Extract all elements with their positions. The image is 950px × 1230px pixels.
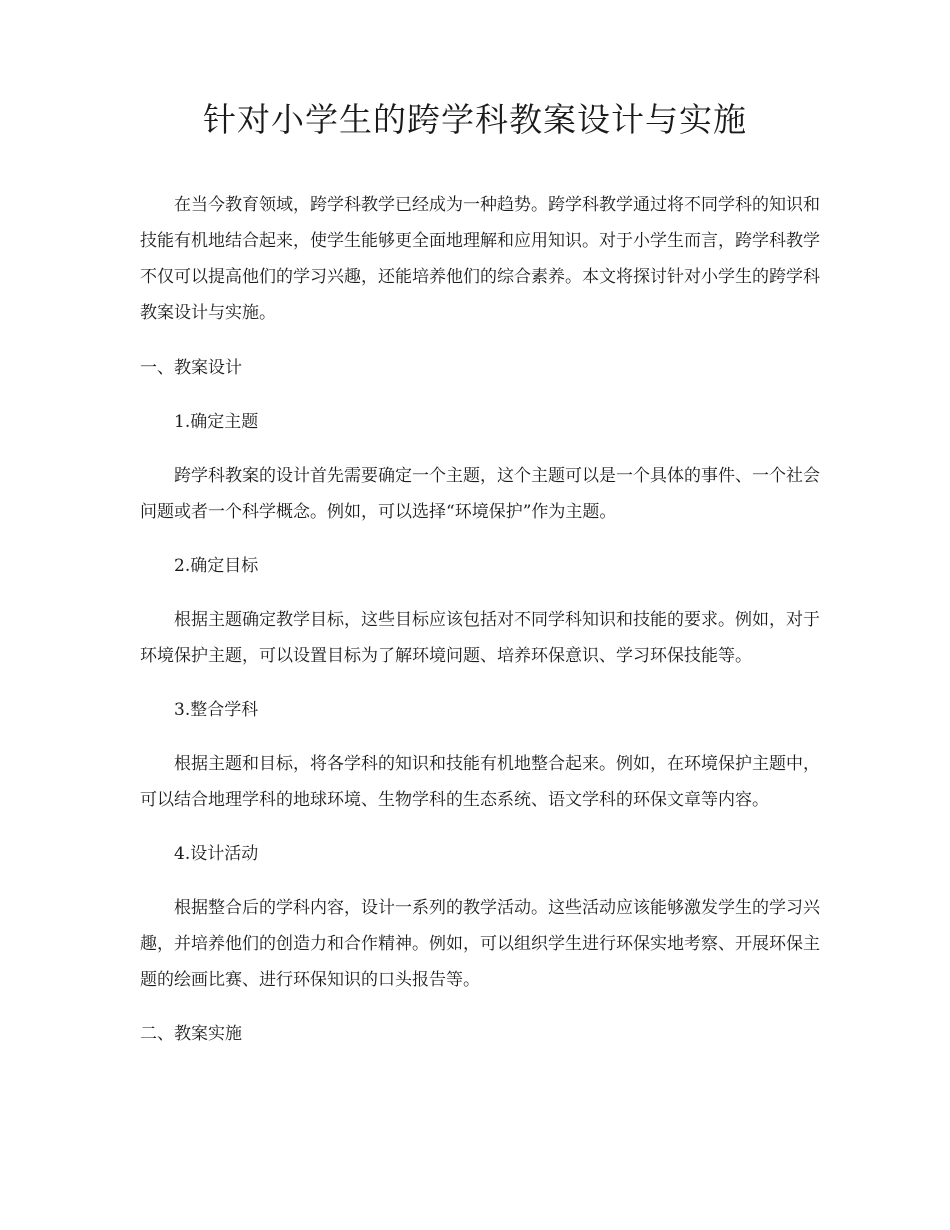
section-heading-design: 一、教案设计 xyxy=(140,358,242,378)
subheading-topic: 1.确定主题 xyxy=(174,412,259,432)
section-heading-implementation: 二、教案实施 xyxy=(140,1024,242,1044)
paragraph-goals: 根据主题确定教学目标，这些目标应该包括对不同学科知识和技能的要求。例如，对于环境保护主题，可以设置目标为了解环境问题、培养环保意识、学习环保技能等。 xyxy=(140,610,820,666)
document-title: 针对小学生的跨学科教案设计与实施 xyxy=(203,100,747,139)
document-body xyxy=(140,187,820,1052)
subheading-integrate: 3.整合学科 xyxy=(174,700,259,720)
intro-paragraph: 在当今教育领域，跨学科教学已经成为一种趋势。跨学科教学通过将不同学科的知识和技能有机地结合起来，使学生能够更全面地理解和应用知识。对于小学生而言，跨学科教学不仅可以提高他们的学习兴趣，还能培养他们的综合素养。本文将探讨针对小学生的跨学科教案设计与实施。 xyxy=(140,195,820,323)
paragraph-topic: 跨学科教案的设计首先需要确定一个主题，这个主题可以是一个具体的事件、一个社会问题或者一个科学概念。例如，可以选择“环境保护”作为主题。 xyxy=(140,466,820,522)
paragraph-integrate: 根据主题和目标，将各学科的知识和技能有机地整合起来。例如，在环境保护主题中，可以结合地理学科的地球环境、生物学科的生态系统、语文学科的环保文章等内容。 xyxy=(140,754,820,810)
subheading-goals: 2.确定目标 xyxy=(174,556,259,576)
paragraph-activities: 根据整合后的学科内容，设计一系列的教学活动。这些活动应该能够激发学生的学习兴趣，并培养他们的创造力和合作精神。例如，可以组织学生进行环保实地考察、开展环保主题的绘画比赛、进行环保知识的口头报告等。 xyxy=(140,898,820,990)
subheading-activities: 4.设计活动 xyxy=(174,844,259,864)
